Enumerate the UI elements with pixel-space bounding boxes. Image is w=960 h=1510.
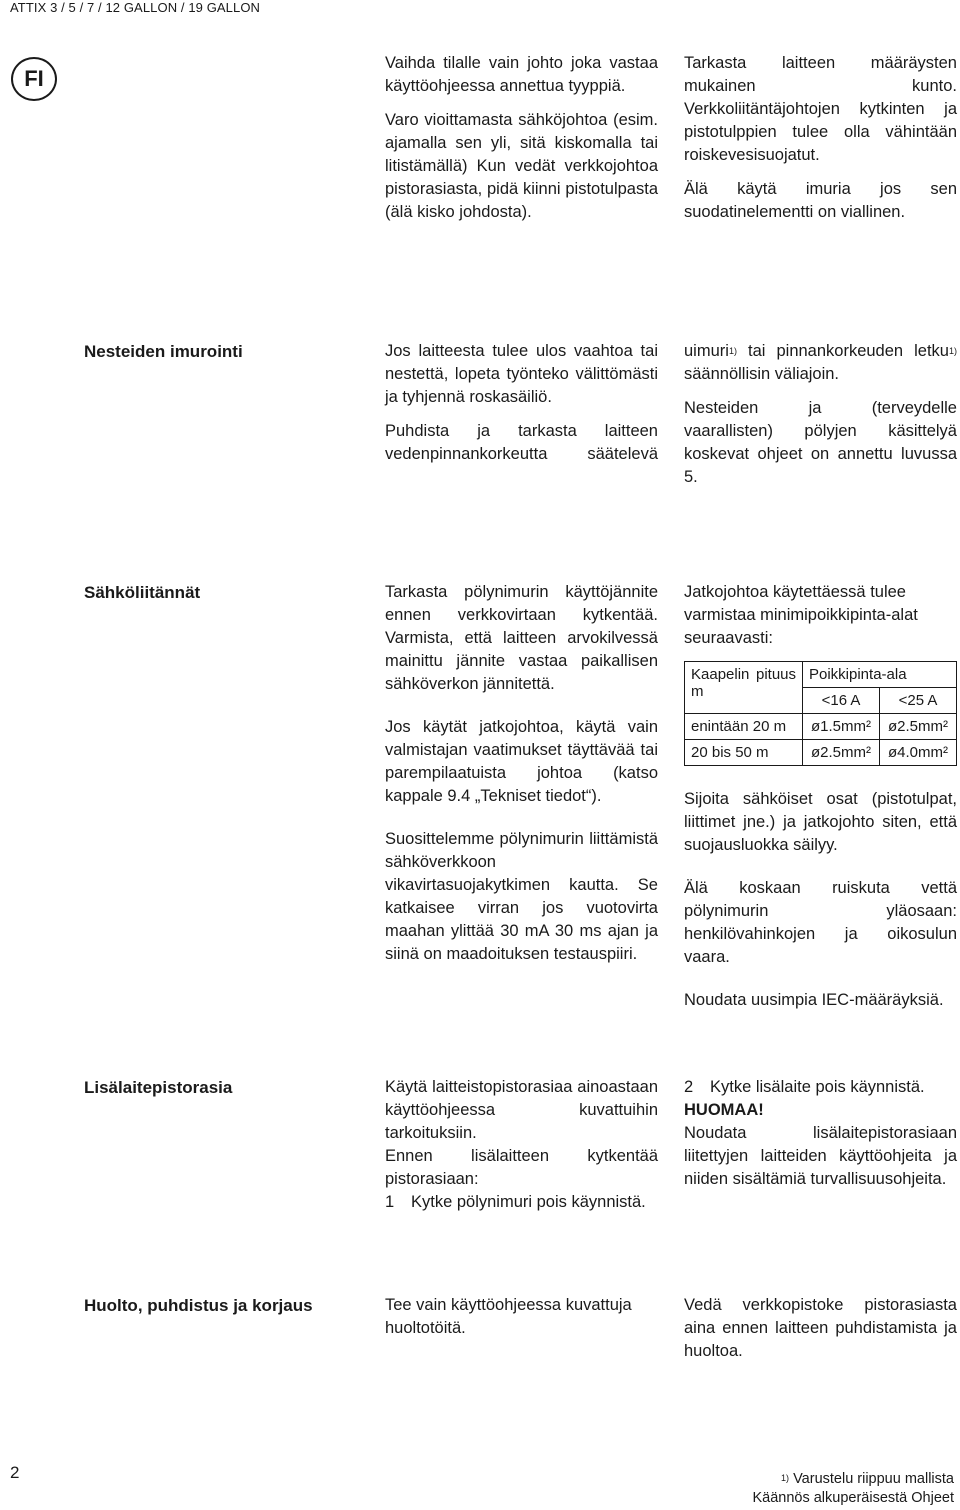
table-subheader: <25 A [880,688,957,714]
paragraph: Nesteiden ja (terveydelle vaarallisten) pölyjen käsittelyä koskevat ohjeet on annettu luvussa 5. [684,399,957,486]
table-row [685,714,957,740]
footnote: $^{1)}$ Varustelu riippuu mallista [781,1471,954,1487]
paragraph: Sijoita sähköiset osat (pistotulpat, liittimet jne.) ja jatkojohto siten, että suojausluokka säilyy. [684,790,957,854]
intro-column-2 [385,52,658,235]
table-cell: ø4.0mm² [880,740,957,766]
table-cell: ø1.5mm² [803,714,880,740]
paragraph: Suosittelemme pölynimurin liittämistä sähköverkkoon vikavirtasuojakytkimen kautta. Se katkaisee virran jos vuotovirta maahan ylittää 30 mA 30 ms ajan ja siinä on maadoituksen testauspiiri. [385,830,658,963]
paragraph: Tarkasta pölynimurin käyttöjännite ennen verkkovirtaan kytkentää. Varmista, että laitteen arvokilvessä mainittu jännite vastaa paikallisen sähköverkon jännitettä. [385,583,658,693]
table-cell: enintään 20 m [685,714,803,740]
accessory-column-3 [684,1076,957,1191]
note-label: HUOMAA! [684,1101,764,1119]
table-cell: 20 bis 50 m [685,740,803,766]
table-row [685,740,957,766]
list-item [385,1191,658,1214]
section-heading-accessory: Lisälaitepistorasia [84,1078,233,1097]
paragraph: Tarkasta laitteen määräysten mukainen kunto. Verkkoliitäntäjohtojen kytkinten ja pistotulppien tulee olla vähintään roiskevesisuojatut. [684,54,957,164]
step-text: Kytke lisälaite pois käynnistä. [710,1078,925,1096]
table-cell: ø2.5mm² [880,714,957,740]
section-heading-electrical: Sähköliitännät [84,583,201,602]
cable-cross-section-table [684,661,957,766]
step-text: Kytke pölynimuri pois käynnistä. [411,1193,646,1211]
page-number: 2 [10,1463,20,1482]
paragraph: Varo vioittamasta sähköjohtoa (esim. ajamalla sen yli, sitä kiskomalla tai litistämällä) Kun vedät verkkojohtoa pistorasiasta, pidä kiinni pistotulpasta (älä kisko johdosta). [385,111,658,221]
accessory-column-2 [385,1076,658,1214]
paragraph: Jatkojohtoa käytettäessä tulee varmistaa minimipoikkipinta-alat seuraavasti: [684,583,918,647]
paragraph: Jos käytät jatkojohtoa, käytä vain valmistajan vaatimukset täyttävää tai parempilaatuista johtoa (katso kappale 9.4 „Tekniset tiedot“). [385,718,658,805]
section-heading-maintenance: Huolto, puhdistus ja korjaus [84,1296,313,1315]
maintenance-column-2: Tee vain käyttöohjeessa kuvattuja huoltotöitä. [385,1296,632,1337]
paragraph: Älä koskaan ruiskuta vettä pölynimurin yläosaan: henkilövahinkojen ja oikosulun vaara. [684,879,957,966]
paragraph: uimuri$^{1)}$ tai pinnankorkeuden letku$^{1)}$ säännöllisin väliajoin. [684,342,957,383]
paragraph: Noudata lisälaitepistorasiaan liitettyjen laitteiden käyttöohjeita ja niiden sisältämiä turvallisuusohjeita. [684,1124,957,1188]
footnote-marker: 1) [948,346,957,356]
paragraph: Käytä laitteistopistorasiaa ainoastaan käyttöohjeessa kuvattuihin tarkoituksiin. [385,1078,658,1142]
section-heading-liquids: Nesteiden imurointi [84,342,243,361]
paragraph: Ennen lisälaitteen kytkentää pistorasiaan: [385,1147,658,1188]
paragraph: Älä käytä imuria jos sen suodatinelementti on viallinen. [684,180,957,221]
paragraph: Noudata uusimpia IEC-määräyksiä. [684,991,944,1009]
language-badge: FI [11,57,57,101]
step-number: 2 [684,1078,694,1096]
translation-note: Käännös alkuperäisestä Ohjeet [752,1490,954,1506]
paragraph: Vaihda tilalle vain johto joka vastaa käyttöohjeessa annettua tyyppiä. [385,54,658,95]
table-header-area: Poikkipinta-ala [803,662,957,688]
document-header: ATTIX 3 / 5 / 7 / 12 GALLON / 19 GALLON [10,0,261,15]
footnote-marker: 1) [781,1473,790,1483]
paragraph: Puhdista ja tarkasta laitteen vedenpinnankorkeutta säätelevä [385,422,658,463]
step-number: 1 [385,1193,395,1211]
maintenance-column-3: Vedä verkkopistoke pistorasiasta aina ennen laitteen puhdistamista ja huoltoa. [684,1296,957,1360]
liquids-column-3 [684,340,957,500]
table-header-length: Kaapelin pituus m [685,662,803,714]
electrical-column-2 [385,581,658,977]
intro-column-3 [684,52,957,235]
list-item [684,1076,957,1099]
table-subheader: <16 A [803,688,880,714]
liquids-column-2 [385,340,658,477]
paragraph: Jos laitteesta tulee ulos vaahtoa tai nestettä, lopeta työnteko välittömästi ja tyhjennä roskasäiliö. [385,342,658,406]
table-cell: ø2.5mm² [803,740,880,766]
electrical-column-3 [684,581,957,1023]
footnote-marker: 1) [728,346,737,356]
